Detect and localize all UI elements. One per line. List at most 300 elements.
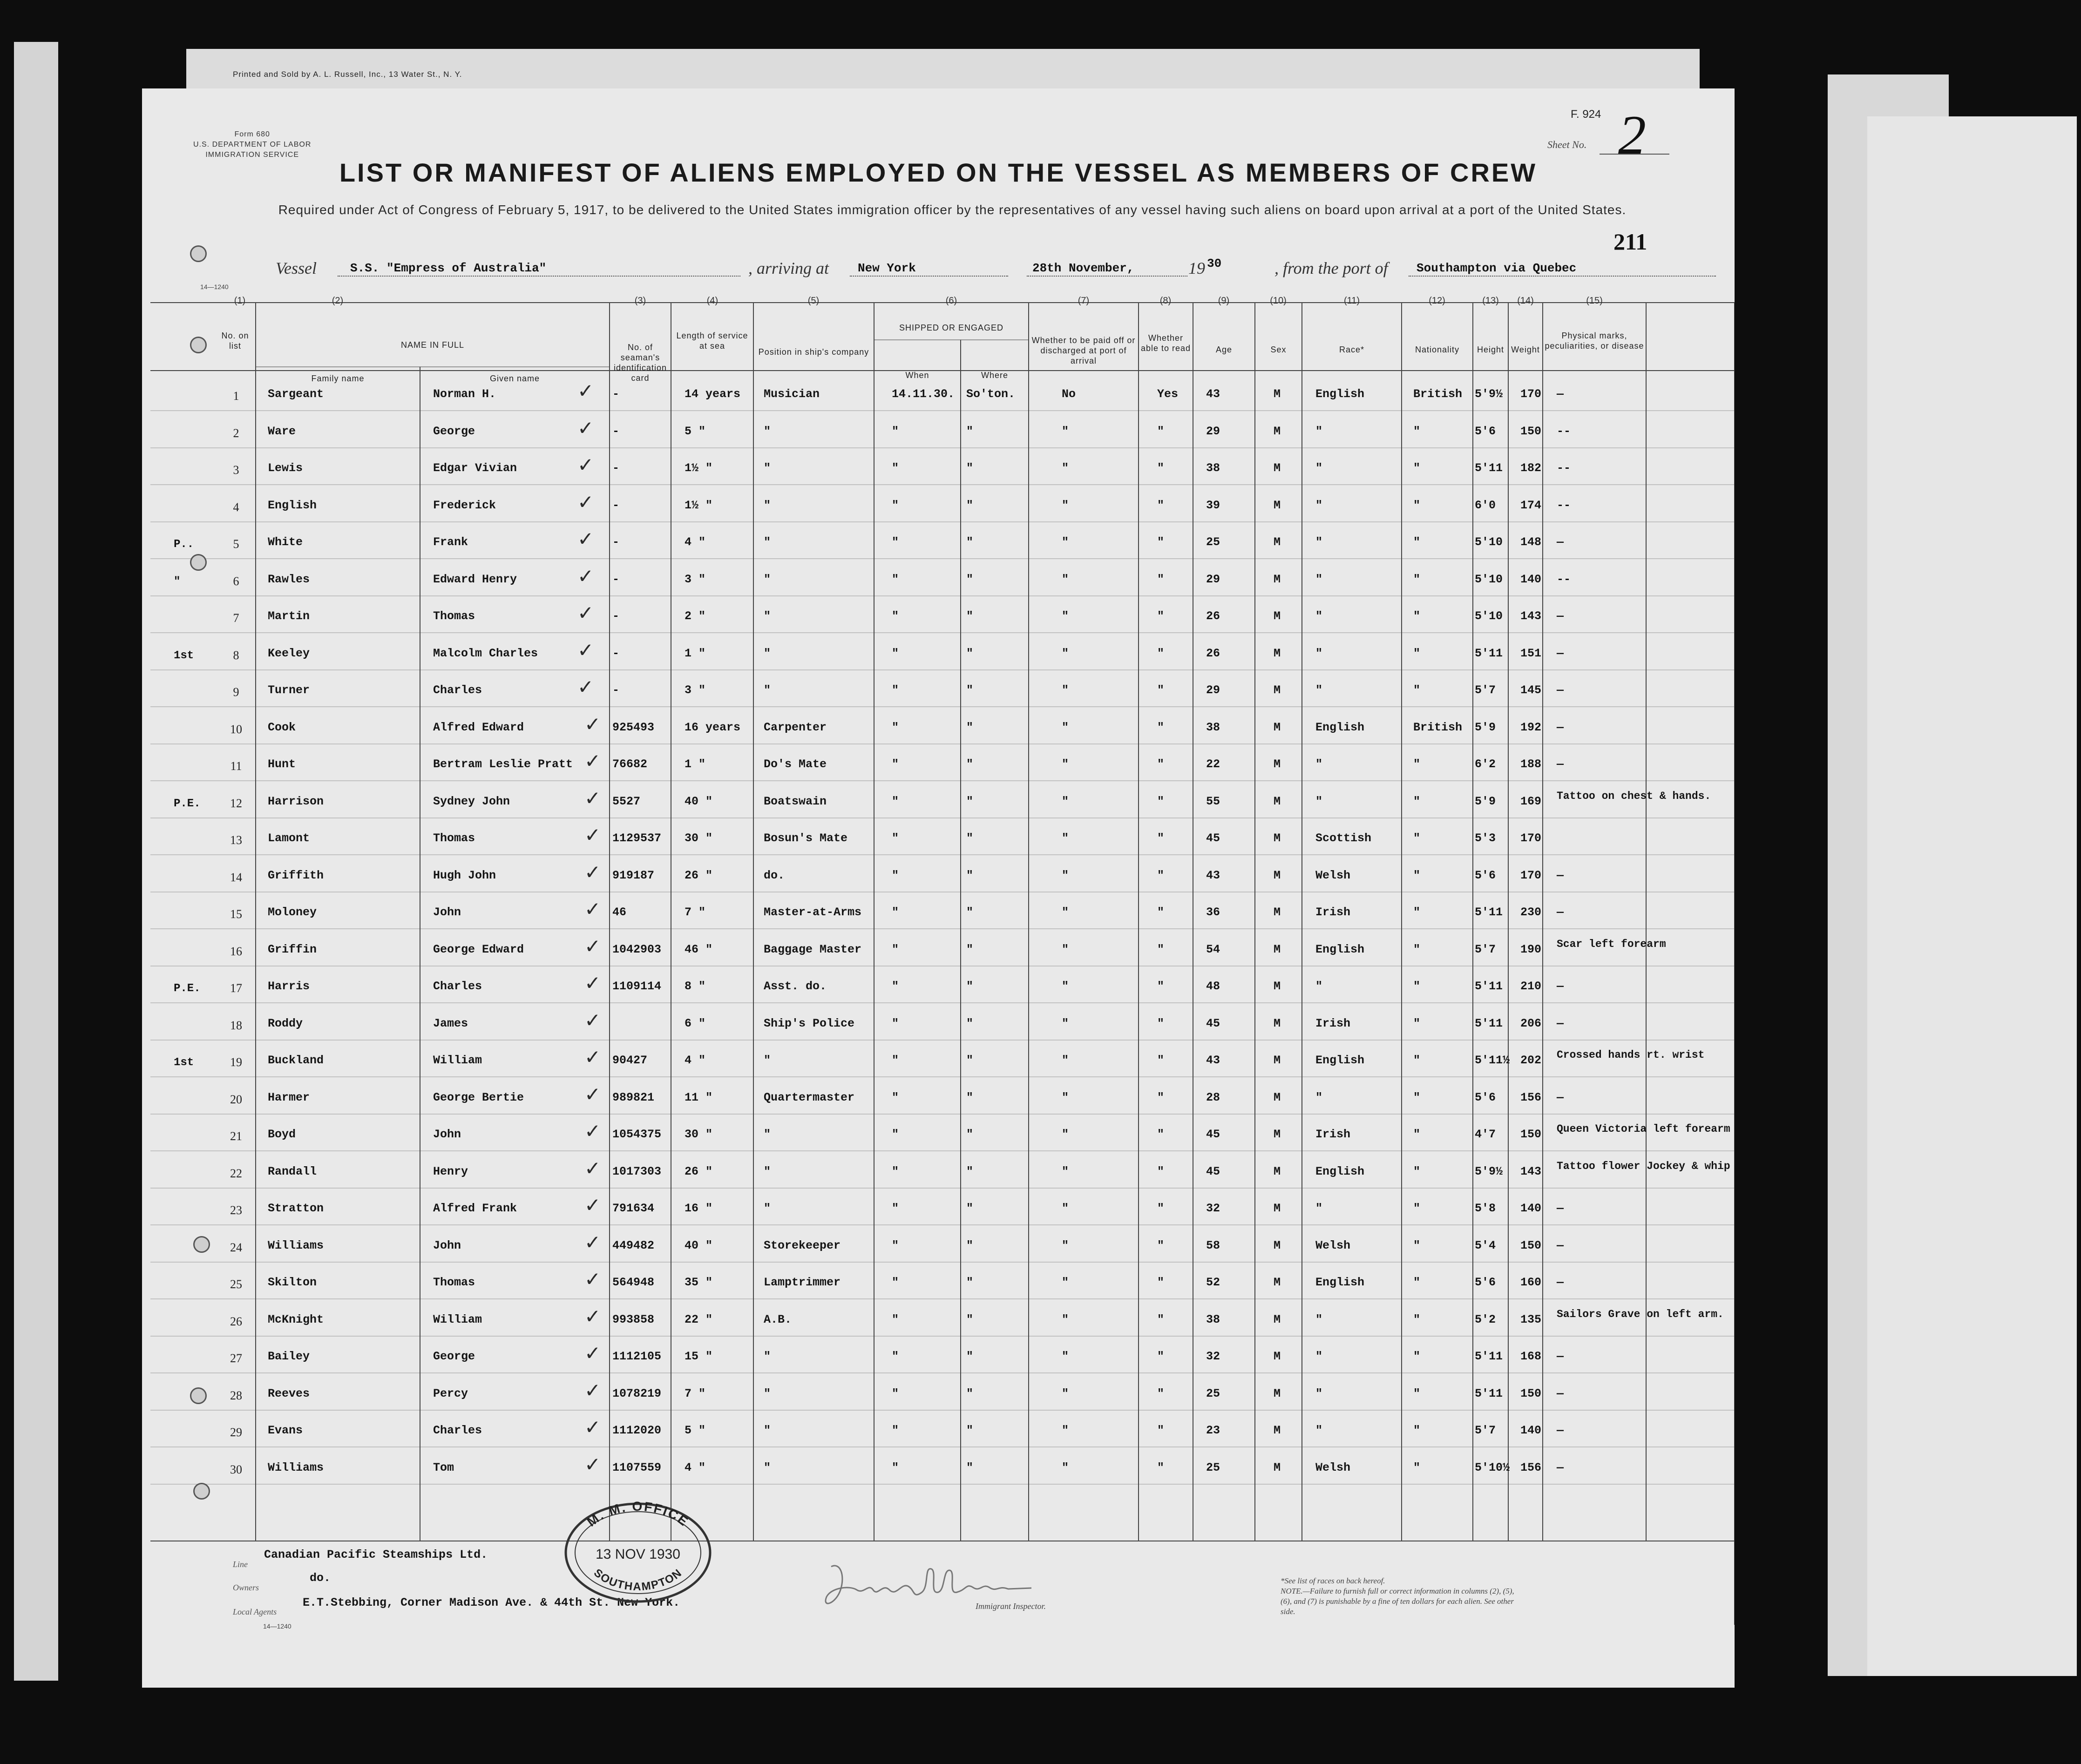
given-name-cell: Frank (433, 535, 468, 549)
shipped-where-cell: " (966, 1017, 974, 1030)
nationality-cell: " (1413, 1239, 1421, 1252)
from-port: Southampton via Quebec (1417, 261, 1577, 275)
family-name-cell: Randall (268, 1165, 317, 1178)
able-read-cell: " (1157, 461, 1165, 475)
footer-line-value: Canadian Pacific Steamships Ltd. (264, 1548, 488, 1561)
shipped-where-cell: " (966, 757, 974, 771)
nationality-cell: " (1413, 1165, 1421, 1178)
physical-marks-cell: -- (1557, 499, 1571, 512)
family-name-cell: Moloney (268, 906, 317, 919)
shipped-when-cell: " (892, 1091, 899, 1104)
stamp-bottom-text: SOUTHAMPTON (591, 1566, 685, 1594)
nationality-cell: " (1413, 1276, 1421, 1289)
manifest-page (142, 88, 1735, 1688)
height-cell: 5'9½ (1475, 1165, 1503, 1178)
position-cell: " (764, 1350, 771, 1363)
age-cell: 26 (1206, 609, 1220, 623)
age-cell: 45 (1206, 1165, 1220, 1178)
given-name-cell: Sydney John (433, 795, 510, 808)
row-number: 6 (233, 574, 239, 588)
sex-cell: M (1274, 795, 1281, 808)
row-number: 25 (230, 1277, 242, 1291)
family-name-cell: Rawles (268, 573, 310, 586)
shipped-when-cell: " (892, 1017, 899, 1030)
shipped-where-cell: " (966, 1350, 974, 1363)
paid-off-cell: " (1062, 1091, 1069, 1104)
header-where: Where (981, 371, 1008, 380)
nationality-cell: " (1413, 906, 1421, 919)
length-service-cell: 7 " (685, 1387, 706, 1400)
race-cell: " (1315, 683, 1323, 697)
shipped-when-cell: " (892, 906, 899, 919)
check-mark-icon: ✓ (584, 1416, 601, 1439)
family-name-cell: Williams (268, 1239, 324, 1252)
sheet-underline (1600, 154, 1669, 155)
paid-off-cell: " (1062, 1128, 1069, 1141)
weight-cell: 192 (1520, 721, 1542, 734)
sex-cell: M (1274, 1165, 1281, 1178)
height-cell: 5'11 (1475, 1387, 1503, 1400)
height-cell: 5'11 (1475, 647, 1503, 660)
weight-cell: 140 (1520, 1424, 1542, 1437)
shipped-where-cell: " (966, 647, 974, 660)
sex-cell: M (1274, 1091, 1281, 1104)
header-weight: Weight (1511, 345, 1540, 354)
card-number-cell: 1042903 (612, 943, 662, 956)
arriving-label: , arriving at (748, 259, 829, 277)
stamp-date: 13 NOV 1930 (596, 1547, 680, 1562)
check-mark-icon: ✓ (584, 1453, 601, 1476)
given-name-cell: Alfred Frank (433, 1202, 517, 1215)
able-read-cell: " (1157, 573, 1165, 586)
nationality-cell: " (1413, 757, 1421, 771)
position-cell: " (764, 609, 771, 623)
able-read-cell: " (1157, 609, 1165, 623)
header-when: When (905, 371, 929, 380)
length-service-cell: 11 " (685, 1091, 713, 1104)
paid-off-cell: " (1062, 1202, 1069, 1215)
row-number: 30 (230, 1463, 242, 1476)
position-cell: A.B. (764, 1313, 792, 1326)
height-cell: 5'7 (1475, 943, 1496, 956)
physical-marks-cell: — (1557, 1387, 1564, 1400)
shipped-where-cell: " (966, 1424, 974, 1437)
sex-cell: M (1274, 1128, 1281, 1141)
header-family-name: Family name (311, 374, 365, 383)
weight-cell: 140 (1520, 573, 1542, 586)
able-read-cell: " (1157, 1461, 1165, 1474)
shipped-when-cell: " (892, 869, 899, 882)
punch-hole (190, 337, 207, 353)
paid-off-cell: " (1062, 757, 1069, 771)
able-read-cell: " (1157, 425, 1165, 438)
race-cell: English (1315, 721, 1365, 734)
check-mark-icon: ✓ (584, 713, 601, 736)
length-service-cell: 6 " (685, 1017, 706, 1030)
sex-cell: M (1274, 1313, 1281, 1326)
punch-hole (190, 245, 207, 262)
column-number: (8) (1159, 296, 1172, 306)
race-cell: Welsh (1315, 869, 1351, 882)
paid-off-cell: " (1062, 461, 1069, 475)
physical-marks-cell: Crossed hands rt. wrist (1557, 1049, 1705, 1061)
row-number: 14 (230, 871, 242, 884)
given-name-cell: Charles (433, 980, 482, 993)
length-service-cell: 5 " (685, 425, 706, 438)
check-mark-icon: ✓ (577, 676, 594, 698)
length-service-cell: 30 " (685, 1128, 713, 1141)
column-number: (5) (807, 296, 820, 306)
height-cell: 5'6 (1475, 1276, 1496, 1289)
check-mark-icon: ✓ (584, 935, 601, 958)
family-name-cell: Griffin (268, 943, 317, 956)
header-name-in-full: NAME IN FULL (400, 340, 465, 350)
physical-marks-cell: Tattoo on chest & hands. (1557, 790, 1711, 802)
check-mark-icon: ✓ (584, 861, 601, 884)
weight-cell: 156 (1520, 1461, 1542, 1474)
weight-cell: 202 (1520, 1054, 1542, 1067)
race-cell: English (1315, 1054, 1365, 1067)
nationality-cell: " (1413, 535, 1421, 549)
department-name: U.S. DEPARTMENT OF LABOR (193, 141, 312, 149)
given-name-cell: Thomas (433, 609, 475, 623)
weight-cell: 174 (1520, 499, 1542, 512)
able-read-cell: " (1157, 1387, 1165, 1400)
header-able-read: Whether able to read (1140, 333, 1191, 353)
age-cell: 55 (1206, 795, 1220, 808)
age-cell: 43 (1206, 387, 1220, 401)
weight-cell: 170 (1520, 387, 1542, 401)
length-service-cell: 1 " (685, 757, 706, 771)
physical-marks-cell: — (1557, 869, 1564, 882)
nationality-cell: " (1413, 1128, 1421, 1141)
family-name-cell: Williams (268, 1461, 324, 1474)
sex-cell: M (1274, 1350, 1281, 1363)
margin-annotation: 1st (174, 1056, 194, 1069)
age-cell: 38 (1206, 721, 1220, 734)
sex-cell: M (1274, 647, 1281, 660)
check-mark-icon: ✓ (577, 639, 594, 662)
margin-annotation: " (174, 575, 181, 588)
height-cell: 5'9 (1475, 795, 1496, 808)
age-cell: 45 (1206, 1017, 1220, 1030)
sex-cell: M (1274, 831, 1281, 845)
sex-cell: M (1274, 1202, 1281, 1215)
header-shipped: SHIPPED OR ENGAGED (899, 323, 1004, 332)
paid-off-cell: " (1062, 1424, 1069, 1437)
sex-cell: M (1274, 1387, 1281, 1400)
given-name-cell: Henry (433, 1165, 468, 1178)
height-cell: 5'3 (1475, 831, 1496, 845)
shipped-when-cell: " (892, 1461, 899, 1474)
shipped-when-cell: " (892, 647, 899, 660)
svg-text:M. M. OFFICE (584, 1499, 691, 1529)
age-cell: 28 (1206, 1091, 1220, 1104)
nationality-cell: " (1413, 573, 1421, 586)
shipped-when-cell: " (892, 535, 899, 549)
length-service-cell: 7 " (685, 906, 706, 919)
check-mark-icon: ✓ (584, 1231, 601, 1254)
height-cell: 5'11½ (1475, 1054, 1510, 1067)
shipped-where-cell: " (966, 499, 974, 512)
nationality-cell: " (1413, 1054, 1421, 1067)
family-name-cell: Skilton (268, 1276, 317, 1289)
vessel-underline (338, 276, 740, 277)
row-number: 20 (230, 1093, 242, 1106)
sex-cell: M (1274, 461, 1281, 475)
paid-off-cell: " (1062, 1387, 1069, 1400)
age-cell: 54 (1206, 943, 1220, 956)
race-cell: Irish (1315, 1017, 1351, 1030)
race-cell: " (1315, 1091, 1323, 1104)
race-cell: " (1315, 1313, 1323, 1326)
length-service-cell: 22 " (685, 1313, 713, 1326)
shipped-when-cell: " (892, 1202, 899, 1215)
card-number-cell: 989821 (612, 1091, 655, 1104)
weight-cell: 143 (1520, 609, 1542, 623)
check-mark-icon: ✓ (584, 787, 601, 810)
paid-off-cell: " (1062, 683, 1069, 697)
header-no-on-list: No. on list (221, 331, 249, 351)
header-height: Height (1477, 345, 1505, 354)
card-number-cell: 46 (612, 906, 627, 919)
position-cell: " (764, 1461, 771, 1474)
position-cell: Ship's Police (764, 1017, 855, 1030)
punch-hole (193, 1236, 210, 1253)
physical-marks-cell: Queen Victoria left forearm (1557, 1123, 1730, 1135)
margin-annotation: P.E. (174, 982, 201, 995)
row-number: 21 (230, 1129, 242, 1143)
sex-cell: M (1274, 721, 1281, 734)
family-name-cell: Hunt (268, 757, 296, 771)
paid-off-cell: " (1062, 721, 1069, 734)
height-cell: 4'7 (1475, 1128, 1496, 1141)
column-number: (10) (1270, 296, 1287, 306)
sex-cell: M (1274, 499, 1281, 512)
nationality-cell: " (1413, 943, 1421, 956)
paid-off-cell: " (1062, 906, 1069, 919)
position-cell: Asst. do. (764, 980, 827, 993)
family-name-cell: Stratton (268, 1202, 324, 1215)
shipped-when-cell: " (892, 1313, 899, 1326)
from-label: , from the port of (1274, 259, 1388, 277)
family-name-cell: Cook (268, 721, 296, 734)
date-underline (1027, 276, 1187, 277)
footer-owners-value: do. (310, 1571, 331, 1585)
card-number-cell: 76682 (612, 757, 648, 771)
weight-cell: 150 (1520, 1239, 1542, 1252)
given-name-cell: Charles (433, 683, 482, 697)
row-number: 8 (233, 649, 239, 662)
card-number-cell: 449482 (612, 1239, 655, 1252)
port-underline (850, 276, 1008, 277)
shipped-when-cell: " (892, 461, 899, 475)
length-service-cell: 1½ " (685, 499, 713, 512)
position-cell: " (764, 647, 771, 660)
position-cell: " (764, 461, 771, 475)
card-number-cell: 1017303 (612, 1165, 662, 1178)
race-cell: " (1315, 795, 1323, 808)
weight-cell: 150 (1520, 1387, 1542, 1400)
length-service-cell: 35 " (685, 1276, 713, 1289)
check-mark-icon: ✓ (577, 602, 594, 624)
position-cell: Musician (764, 387, 820, 401)
given-name-cell: James (433, 1017, 468, 1030)
length-service-cell: 2 " (685, 609, 706, 623)
header-paid-off: Whether to be paid off or discharged at port of arrival (1031, 336, 1136, 365)
column-number: (9) (1218, 296, 1230, 306)
column-number: (12) (1429, 296, 1445, 306)
height-cell: 5'7 (1475, 1424, 1496, 1437)
physical-marks-cell: — (1557, 980, 1564, 993)
shipped-when-cell: " (892, 609, 899, 623)
nationality-cell: " (1413, 609, 1421, 623)
race-cell: English (1315, 387, 1365, 401)
shipped-where-cell: " (966, 1091, 974, 1104)
nationality-cell: " (1413, 425, 1421, 438)
shipped-when-cell: " (892, 1276, 899, 1289)
year-suffix: 30 (1207, 257, 1222, 270)
sex-cell: M (1274, 425, 1281, 438)
weight-cell: 182 (1520, 461, 1542, 475)
paid-off-cell: " (1062, 1239, 1069, 1252)
nationality-cell: " (1413, 499, 1421, 512)
able-read-cell: " (1157, 1424, 1165, 1437)
nationality-cell: " (1413, 1017, 1421, 1030)
height-cell: 5'7 (1475, 683, 1496, 697)
weight-cell: 135 (1520, 1313, 1542, 1326)
row-number: 1 (233, 389, 239, 403)
margin-annotation: P.. (174, 538, 194, 551)
length-service-cell: 4 " (685, 535, 706, 549)
check-mark-icon: ✓ (584, 1305, 601, 1328)
paid-off-cell: " (1062, 1276, 1069, 1289)
card-number-cell: 791634 (612, 1202, 655, 1215)
card-number-cell: 925493 (612, 721, 655, 734)
nationality-cell: " (1413, 1313, 1421, 1326)
arriving-port: New York (858, 261, 916, 275)
age-cell: 23 (1206, 1424, 1220, 1437)
given-name-cell: John (433, 1239, 461, 1252)
position-cell: " (764, 683, 771, 697)
card-number-cell: 564948 (612, 1276, 655, 1289)
position-cell: do. (764, 869, 785, 882)
sex-cell: M (1274, 609, 1281, 623)
check-mark-icon: ✓ (584, 1046, 601, 1068)
paid-off-cell: " (1062, 980, 1069, 993)
form-code: 14—1240 (200, 283, 229, 291)
family-name-cell: Harris (268, 980, 310, 993)
column-number: (6) (945, 296, 957, 306)
paid-off-cell: " (1062, 1350, 1069, 1363)
position-cell: " (764, 499, 771, 512)
physical-marks-cell: — (1557, 1461, 1564, 1474)
paid-off-cell: " (1062, 1165, 1069, 1178)
height-cell: 5'9½ (1475, 387, 1503, 401)
nationality-cell: " (1413, 1424, 1421, 1437)
weight-cell: 170 (1520, 831, 1542, 845)
given-name-cell: William (433, 1313, 482, 1326)
sex-cell: M (1274, 906, 1281, 919)
physical-marks-cell: — (1557, 647, 1564, 660)
column-number: (14) (1517, 296, 1534, 306)
paid-off-cell: " (1062, 831, 1069, 845)
height-cell: 5'2 (1475, 1313, 1496, 1326)
age-cell: 32 (1206, 1350, 1220, 1363)
check-mark-icon: ✓ (584, 972, 601, 994)
weight-cell: 148 (1520, 535, 1542, 549)
footer-line-label: Line (233, 1560, 248, 1569)
given-name-cell: Edgar Vivian (433, 461, 517, 475)
paid-off-cell: " (1062, 647, 1069, 660)
race-cell: Irish (1315, 1128, 1351, 1141)
family-name-cell: Griffith (268, 869, 324, 882)
shipped-when-cell: " (892, 1165, 899, 1178)
physical-marks-cell: — (1557, 1202, 1564, 1215)
family-name-cell: Martin (268, 609, 310, 623)
able-read-cell: " (1157, 980, 1165, 993)
length-service-cell: 46 " (685, 943, 713, 956)
nationality-cell: " (1413, 1461, 1421, 1474)
nationality-cell: " (1413, 831, 1421, 845)
length-service-cell: 1 " (685, 647, 706, 660)
able-read-cell: " (1157, 535, 1165, 549)
age-cell: 38 (1206, 1313, 1220, 1326)
age-cell: 52 (1206, 1276, 1220, 1289)
height-cell: 5'8 (1475, 1202, 1496, 1215)
family-name-cell: Buckland (268, 1054, 324, 1067)
race-cell: " (1315, 609, 1323, 623)
row-number: 10 (230, 723, 242, 736)
arrival-date: 28th November, (1032, 261, 1134, 275)
sheet-label: Sheet No. (1547, 139, 1587, 150)
row-number: 26 (230, 1315, 242, 1328)
row-number: 3 (233, 463, 239, 477)
nationality-cell: " (1413, 1387, 1421, 1400)
sex-cell: M (1274, 387, 1281, 401)
shipped-when-cell: " (892, 980, 899, 993)
shipped-when-cell: " (892, 1387, 899, 1400)
position-cell: " (764, 1165, 771, 1178)
family-name-cell: Bailey (268, 1350, 310, 1363)
nationality-cell: " (1413, 980, 1421, 993)
age-cell: 29 (1206, 425, 1220, 438)
nationality-cell: British (1413, 387, 1463, 401)
row-number: 28 (230, 1389, 242, 1402)
weight-cell: 160 (1520, 1276, 1542, 1289)
card-number-cell: 993858 (612, 1313, 655, 1326)
shipped-where-cell: " (966, 1239, 974, 1252)
race-cell: " (1315, 757, 1323, 771)
length-service-cell: 15 " (685, 1350, 713, 1363)
weight-cell: 143 (1520, 1165, 1542, 1178)
age-cell: 29 (1206, 573, 1220, 586)
race-cell: " (1315, 1424, 1323, 1437)
height-cell: 5'9 (1475, 721, 1496, 734)
race-cell: Irish (1315, 906, 1351, 919)
race-cell: " (1315, 1350, 1323, 1363)
paid-off-cell: No (1062, 387, 1076, 401)
physical-marks-cell: -- (1557, 425, 1571, 438)
race-cell: Welsh (1315, 1239, 1351, 1252)
shipped-where-cell: " (966, 980, 974, 993)
race-cell: Welsh (1315, 1461, 1351, 1474)
age-cell: 45 (1206, 1128, 1220, 1141)
footer-code: 14—1240 (263, 1622, 291, 1630)
physical-marks-cell: — (1557, 1424, 1564, 1437)
given-name-cell: George Edward (433, 943, 524, 956)
able-read-cell: " (1157, 795, 1165, 808)
